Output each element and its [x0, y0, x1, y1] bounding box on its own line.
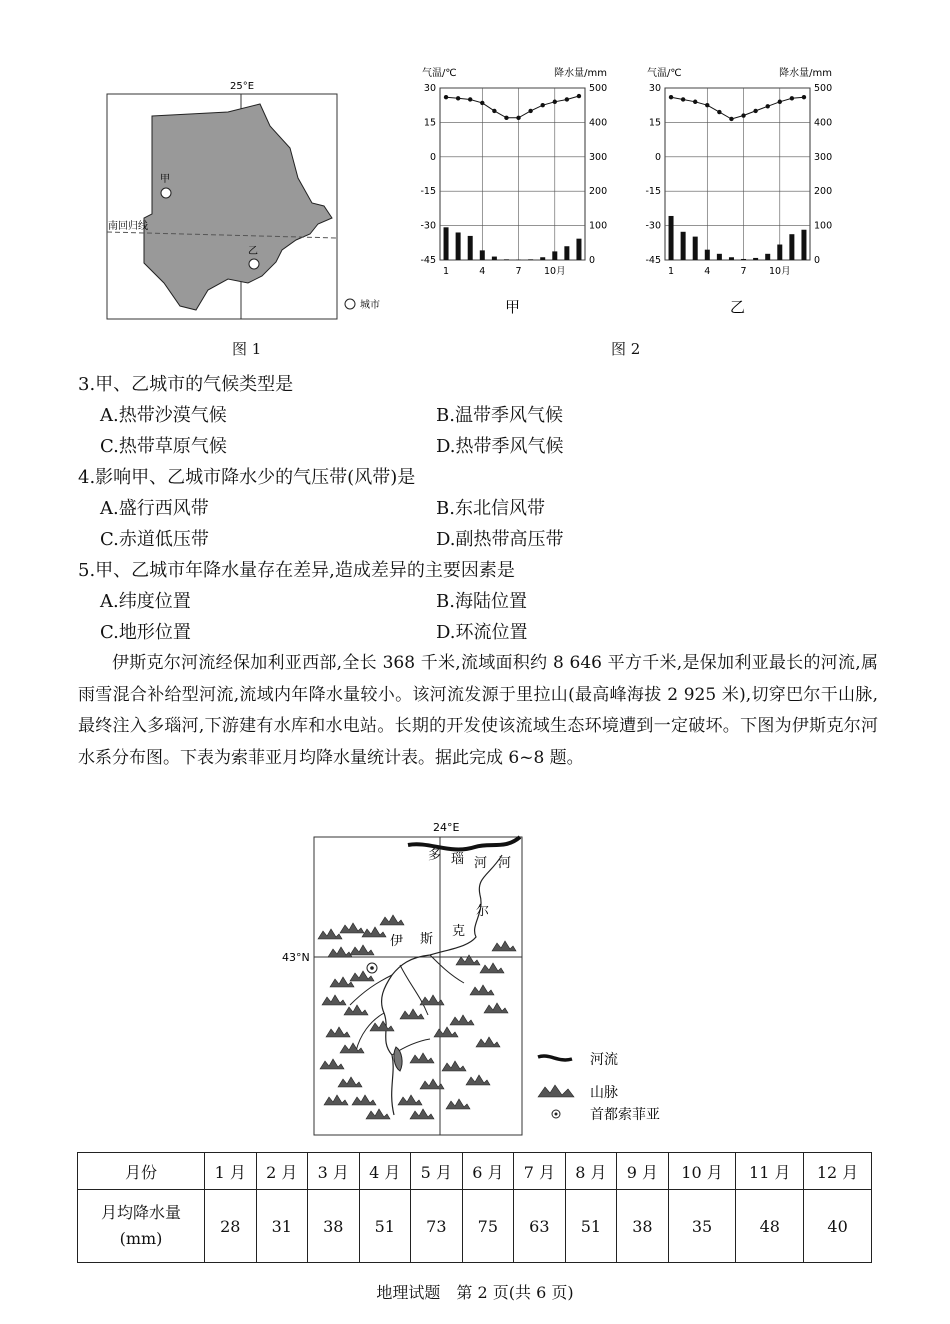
month-tick-label: 4: [479, 266, 486, 277]
temp-tick-label: -15: [420, 186, 436, 198]
precip-value-cell: 35: [668, 1190, 736, 1263]
option-d: D.副热带高压带: [436, 529, 564, 550]
map1-longitude-label: 25°E: [230, 81, 255, 92]
precip-value-cell: 51: [359, 1190, 411, 1263]
danube-char: 河: [474, 856, 488, 871]
legend-city-label: 城市: [360, 300, 380, 311]
climate-chart-yi: [635, 58, 845, 328]
option-c: C.地形位置: [100, 622, 191, 643]
precip-value-cell: 73: [411, 1190, 463, 1263]
precip-tick-label: 200: [589, 186, 608, 198]
option-d: D.热带季风气候: [436, 436, 564, 457]
temperature-point: [778, 100, 782, 104]
temp-axis-title: 气温/℃: [422, 68, 457, 79]
precip-bar: [540, 257, 545, 260]
option-c: C.热带草原气候: [100, 436, 227, 457]
precip-tick-label: 200: [814, 186, 833, 198]
temperature-point: [456, 96, 460, 100]
precip-bar: [693, 237, 698, 260]
city-jia-marker: [161, 188, 171, 198]
temperature-line: [446, 96, 579, 118]
passage: [78, 648, 878, 774]
legend-mountain-label: 山脉: [590, 1085, 618, 1101]
danube-char: 瑙: [451, 852, 465, 867]
month-header-cell: 5 月: [411, 1153, 463, 1190]
month-tick-label: 7: [740, 266, 747, 277]
precip-tick-label: 400: [589, 117, 608, 129]
legend-capital-dot: [555, 1113, 558, 1116]
city-jia-label: 甲: [160, 174, 170, 185]
precip-value-cell: 40: [804, 1190, 872, 1263]
legend-city-icon: [345, 299, 355, 309]
precip-bar: [528, 259, 533, 260]
chart-frame: [440, 88, 585, 260]
precip-bar: [753, 258, 758, 260]
precip-value-cell: 38: [617, 1190, 669, 1263]
precip-value-cell: 51: [565, 1190, 617, 1263]
temp-tick-label: 15: [423, 117, 436, 129]
table-header-row: [78, 1153, 872, 1190]
temp-tick-label: -15: [645, 186, 661, 198]
month-tick-label: 4: [704, 266, 711, 277]
precip-value-cell: 28: [205, 1190, 257, 1263]
tropic-label: 南回归线: [108, 221, 148, 232]
option-a: A.纬度位置: [100, 591, 191, 612]
precip-value-cell: 75: [462, 1190, 514, 1263]
temperature-point: [669, 95, 673, 99]
longitude-label: 24°E: [433, 821, 460, 834]
rain-table: [77, 1152, 872, 1263]
page-footer: 地理试题 第 2 页(共 6 页): [376, 1283, 574, 1302]
temp-tick-label: -30: [420, 220, 436, 232]
option-b: B.海陆位置: [436, 591, 527, 612]
precip-bar: [552, 251, 557, 260]
month-header-cell: 3 月: [308, 1153, 360, 1190]
sofia-marker-dot: [370, 966, 374, 970]
row-label-cell: 月均降水量(mm): [78, 1190, 205, 1263]
precip-bar: [669, 216, 674, 260]
precip-tick-label: 400: [814, 117, 833, 129]
figure1-map: [100, 78, 400, 328]
climate-chart-jia: [410, 58, 620, 328]
city-yi-marker: [249, 259, 259, 269]
precip-axis-title: 降水量/mm: [779, 68, 832, 79]
option-b: B.温带季风气候: [436, 405, 563, 426]
precip-bar: [777, 245, 782, 260]
legend-river-icon: [538, 1056, 572, 1060]
month-tick-label: 1: [668, 266, 675, 277]
precip-bar: [681, 232, 686, 260]
precip-tick-label: 0: [589, 255, 596, 266]
month-tick-label: 10月: [543, 266, 566, 277]
temperature-point: [468, 97, 472, 101]
temperature-point: [802, 95, 806, 99]
temperature-point: [729, 117, 733, 121]
precip-tick-label: 100: [814, 220, 833, 232]
month-header-cell: 4 月: [359, 1153, 411, 1190]
precip-bar: [564, 246, 569, 260]
city-yi-label: 乙: [248, 246, 258, 257]
latitude-label: 43°N: [282, 951, 310, 964]
option-a: A.盛行西风带: [100, 498, 209, 519]
option-d: D.环流位置: [436, 622, 528, 643]
chart-frame: [665, 88, 810, 260]
precip-bar: [480, 250, 485, 260]
precip-tick-label: 500: [814, 83, 833, 94]
month-header-cell: 1 月: [205, 1153, 257, 1190]
temp-tick-label: 30: [648, 83, 661, 94]
temperature-point: [528, 109, 532, 113]
precip-bar: [444, 227, 449, 260]
temp-tick-label: -30: [645, 220, 661, 232]
temp-axis-title: 气温/℃: [647, 68, 682, 79]
question-stem: 4.影响甲、乙城市降水少的气压带(风带)是: [78, 467, 416, 488]
precip-bar: [468, 236, 473, 260]
iskar-char: 伊: [390, 934, 404, 949]
legend-capital-label: 首都索菲亚: [590, 1107, 660, 1123]
temperature-point: [553, 100, 557, 104]
precip-tick-label: 100: [589, 220, 608, 232]
temperature-point: [717, 110, 721, 114]
chart-title: 甲: [504, 298, 521, 316]
month-tick-label: 10月: [768, 266, 791, 277]
iskar-char: 尔: [476, 904, 490, 919]
temperature-point: [565, 97, 569, 101]
temp-tick-label: 0: [654, 151, 661, 163]
header-label-cell: 月份: [78, 1153, 205, 1190]
temp-tick-label: 0: [429, 151, 436, 163]
temp-tick-label: 15: [648, 117, 661, 129]
precip-bar: [801, 230, 806, 260]
precip-value-cell: 63: [514, 1190, 566, 1263]
question-stem: 3.甲、乙城市的气候类型是: [78, 374, 294, 395]
temperature-point: [790, 96, 794, 100]
option-a: A.热带沙漠气候: [100, 405, 227, 426]
temperature-point: [444, 95, 448, 99]
option-b: B.东北信风带: [436, 498, 545, 519]
month-header-cell: 8 月: [565, 1153, 617, 1190]
temperature-point: [693, 100, 697, 104]
precip-bar: [705, 250, 710, 260]
temperature-point: [504, 116, 508, 120]
month-header-cell: 7 月: [514, 1153, 566, 1190]
precip-bar: [765, 254, 770, 260]
temperature-point: [705, 103, 709, 107]
precip-value-cell: 38: [308, 1190, 360, 1263]
iskar-char: 克: [452, 924, 466, 939]
iskar-char: 斯: [420, 932, 434, 947]
temperature-point: [577, 94, 581, 98]
question-stem: 5.甲、乙城市年降水量存在差异,造成差异的主要因素是: [78, 560, 515, 581]
chart-title: 乙: [729, 298, 746, 316]
month-header-cell: 9 月: [617, 1153, 669, 1190]
temperature-point: [753, 109, 757, 113]
temp-tick-label: -45: [645, 255, 661, 266]
precip-tick-label: 0: [814, 255, 821, 266]
temperature-point: [681, 97, 685, 101]
legend-river-label: 河流: [590, 1052, 618, 1068]
danube-char: 河: [498, 856, 512, 871]
precip-bar: [504, 259, 509, 260]
passage-text: 伊斯克尔河流经保加利亚西部,全长 368 千米,流域面积约 8 646 平方千米,是保加利亚最长的河流,属雨雪混合补给型河流,流域内年降水量较小。该河流发源于里拉山(最高峰海拔 2 925 米),切穿巴尔干山脉,最终注入多瑙河,下游建有水库和水电站。长期的开发使该流域生态环境遭到一定破坏。下图为伊斯克尔河水系分布图。下表为索菲亚月均降水量统计表。据此完成 6~8 题。: [78, 653, 878, 768]
temperature-point: [480, 101, 484, 105]
month-tick-label: 7: [515, 266, 522, 277]
month-header-cell: 12 月: [804, 1153, 872, 1190]
month-tick-label: 1: [443, 266, 450, 277]
temperature-point: [741, 113, 745, 117]
month-header-cell: 6 月: [462, 1153, 514, 1190]
precip-bar: [789, 234, 794, 260]
figure1-caption: 图 1: [232, 340, 262, 358]
table-value-row: [78, 1190, 872, 1263]
precip-axis-title: 降水量/mm: [554, 68, 607, 79]
temperature-point: [541, 103, 545, 107]
precip-bar: [492, 257, 497, 260]
precip-bar: [576, 239, 581, 260]
precip-bar: [456, 232, 461, 260]
month-header-cell: 10 月: [668, 1153, 736, 1190]
month-header-cell: 11 月: [736, 1153, 804, 1190]
temperature-point: [766, 104, 770, 108]
option-c: C.赤道低压带: [100, 529, 209, 550]
danube-char: 多: [428, 848, 442, 863]
temp-tick-label: 30: [423, 83, 436, 94]
legend-mountain-icon: [538, 1085, 574, 1097]
temperature-point: [516, 116, 520, 120]
river-map: [280, 815, 700, 1145]
temp-tick-label: -45: [420, 255, 436, 266]
month-header-cell: 2 月: [256, 1153, 308, 1190]
precip-bar: [717, 254, 722, 260]
temperature-point: [492, 109, 496, 113]
precip-value-cell: 48: [736, 1190, 804, 1263]
temperature-line: [671, 97, 804, 119]
precip-bar: [729, 257, 734, 260]
precip-value-cell: 31: [256, 1190, 308, 1263]
precip-tick-label: 300: [589, 151, 608, 163]
precip-tick-label: 300: [814, 151, 833, 163]
precip-bar: [741, 259, 746, 260]
precip-tick-label: 500: [589, 83, 608, 94]
figure2-caption: 图 2: [611, 340, 641, 358]
